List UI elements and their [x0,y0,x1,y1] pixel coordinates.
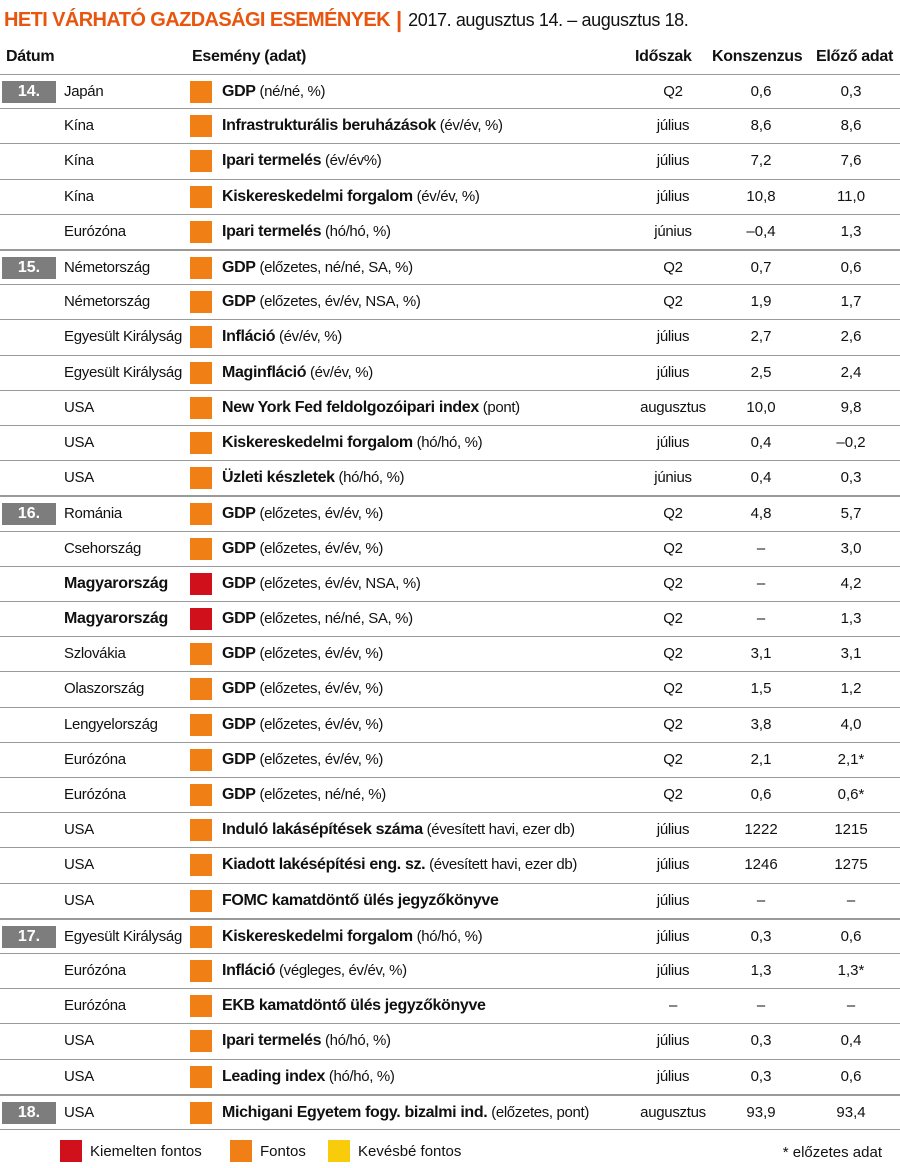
previous-value: 1215 [834,821,868,839]
event-detail: (előzetes, év/év, %) [255,539,384,557]
event-detail: (előzetes, pont) [487,1103,589,1121]
event-name: Maginfláció [222,363,307,381]
previous-value: 1,7 [840,293,862,311]
legend [0,1136,900,1168]
table-row [0,532,900,567]
consensus-value: 10,8 [746,187,776,205]
previous-value: 9,8 [840,398,862,416]
table-row [0,74,900,109]
event-text [222,251,413,285]
importance-square [190,1030,212,1052]
importance-square [190,926,212,948]
importance-square [190,503,212,525]
event-detail: (hó/hó, %) [412,927,483,945]
event-text [222,497,383,531]
event-name: Infrastrukturális beruházások [222,117,436,135]
importance-square [190,854,212,876]
page-subtitle: 2017. augusztus 14. – augusztus 18. [408,9,689,30]
period-value: Q2 [663,83,683,100]
period-value: július [656,152,690,170]
period-value: július [656,434,690,451]
importance-square [190,643,212,665]
previous-value: – [846,997,856,1015]
event-text [222,813,575,847]
importance-square [190,890,212,912]
event-text [222,532,383,566]
event-detail: (pont) [478,398,520,416]
previous-value: – [846,891,856,909]
event-name: GDP [222,715,256,733]
event-name: GDP [222,83,256,100]
table-row [0,180,900,215]
table-row [0,743,900,778]
table-row [0,144,900,179]
event-text [222,1024,391,1058]
event-name: Kiskereskedelmi forgalom [222,927,413,945]
previous-value: 11,0 [836,187,866,205]
table-row [0,919,900,954]
legend-item-important [230,1140,306,1162]
previous-value: 1,2 [840,680,862,698]
event-detail: (előzetes, év/év, %) [255,645,384,663]
consensus-value: 0,3 [750,1032,772,1050]
table-row [0,602,900,637]
country-name: Németország [64,259,150,276]
event-text [222,1060,395,1094]
previous-value: 1,3 [840,610,862,627]
event-detail: (előzetes, év/év, %) [255,680,384,698]
event-detail: (né/né, %) [255,83,326,100]
importance-square [190,221,212,243]
event-text [222,708,383,742]
table-row [0,356,900,391]
period-value: július [656,962,690,979]
importance-square [190,362,212,384]
country-name: USA [64,821,94,839]
event-detail: (előzetes, né/né, SA, %) [255,610,413,627]
table-row [0,1024,900,1059]
country-name: USA [64,1103,94,1121]
event-text [222,884,499,918]
event-name: Ipari termelés [222,1032,322,1050]
country-name: Egyesült Királyság [64,328,182,346]
table-row [0,1095,900,1130]
previous-value: 4,2 [840,574,862,592]
event-name: GDP [222,574,256,592]
importance-square [190,819,212,841]
country-name: Eurózóna [64,997,126,1015]
table-row [0,778,900,813]
period-value: július [656,1067,690,1085]
previous-value: 4,0 [840,715,862,733]
event-name: Leading index [222,1067,326,1085]
event-name: Kiskereskedelmi forgalom [222,187,413,205]
previous-value: 1275 [834,856,868,874]
event-text [222,954,407,988]
event-detail: (év/év%) [321,152,382,170]
event-text [222,180,480,214]
previous-value: –0,2 [836,434,866,451]
importance-square [190,432,212,454]
consensus-value: 4,8 [750,505,772,523]
consensus-value: 0,3 [750,1067,772,1085]
legend-label-very-important: Kiemelten fontos [90,1142,202,1160]
table-row [0,884,900,919]
event-detail: (előzetes, né/né, %) [255,786,386,803]
event-name: GDP [222,293,256,311]
period-value: július [656,821,690,839]
previous-value: 1,3* [837,962,865,979]
event-text [222,637,383,671]
event-detail: (év/év, %) [412,187,480,205]
table-row [0,109,900,144]
consensus-value: 1,9 [750,293,772,311]
table-row [0,496,900,531]
period-value: július [656,363,690,381]
event-name: Üzleti készletek [222,469,335,487]
country-name: USA [64,1067,94,1085]
country-name: Németország [64,293,150,311]
event-name: Induló lakásépítések száma [222,821,423,839]
footnote: * előzetes adat [782,1144,882,1161]
event-text [222,602,413,636]
previous-value: 3,1 [840,645,862,663]
importance-square [190,784,212,806]
importance-square [190,714,212,736]
importance-square [190,1102,212,1124]
event-name: Infláció [222,328,276,346]
country-name: Lengyelország [64,715,158,733]
event-name: GDP [222,259,256,276]
table-row [0,461,900,496]
date-badge: 18. [2,1102,56,1124]
table-row [0,567,900,602]
previous-value: 0,6 [840,259,862,276]
table-row [0,250,900,285]
country-name: USA [64,891,94,909]
event-text [222,356,373,390]
event-detail: (hó/hó, %) [321,222,391,240]
event-name: Kiadott lakésépítési eng. sz. [222,856,426,874]
event-text [222,285,420,319]
period-value: augusztus [640,398,706,416]
event-name: Ipari termelés [222,152,322,170]
table-row [0,813,900,848]
importance-square [190,186,212,208]
period-value: július [656,187,690,205]
event-name: GDP [222,750,256,768]
consensus-value: 2,7 [750,328,772,346]
event-detail: (év/év, %) [306,363,373,381]
event-name: GDP [222,505,256,523]
country-name: Románia [64,505,122,523]
consensus-value: 10,0 [746,398,776,416]
table-row [0,989,900,1024]
event-name: New York Fed feldolgozóipari index [222,398,479,416]
country-name: Eurózóna [64,222,126,240]
event-name: Infláció [222,962,276,979]
importance-square [190,749,212,771]
event-detail: (évesített havi, ezer db) [425,856,578,874]
table-row [0,215,900,250]
consensus-value: 7,2 [750,152,772,170]
period-value: Q2 [663,574,683,592]
country-name: USA [64,1032,94,1050]
event-text [222,567,420,601]
period-value: július [656,927,690,945]
table-row [0,285,900,320]
period-value: – [668,997,678,1015]
event-detail: (előzetes, év/év, %) [255,505,384,523]
event-name: GDP [222,610,256,627]
event-detail: (hó/hó, %) [412,434,483,451]
consensus-value: – [756,574,766,592]
event-text [222,109,503,143]
consensus-value: 0,4 [750,434,772,451]
country-name: Kína [64,117,94,135]
period-value: július [656,1032,690,1050]
event-text [222,75,325,109]
table-row [0,672,900,707]
previous-value: 3,0 [840,539,862,557]
consensus-value: 93,9 [746,1103,776,1121]
period-value: július [656,328,690,346]
table-row [0,426,900,461]
consensus-value: – [756,610,766,627]
consensus-value: 0,3 [750,927,772,945]
consensus-value: 1222 [744,821,778,839]
importance-square [190,960,212,982]
legend-item-very-important [60,1140,202,1162]
event-text [222,215,391,249]
consensus-value: 8,6 [750,117,772,135]
event-detail: (előzetes, év/év, %) [255,715,384,733]
importance-square [190,150,212,172]
previous-value: 0,6 [840,927,862,945]
event-name: GDP [222,786,256,803]
importance-square [190,1066,212,1088]
event-name: Kiskereskedelmi forgalom [222,434,413,451]
country-name: Olaszország [64,680,145,698]
consensus-value: 1246 [744,856,778,874]
importance-square [190,291,212,313]
event-name: Ipari termelés [222,222,322,240]
event-text [222,920,482,954]
column-header-period: Időszak [635,48,692,65]
table-row [0,708,900,743]
importance-square [190,995,212,1017]
date-badge: 14. [2,81,56,103]
legend-swatch-very-important [60,1140,82,1162]
period-value: Q2 [663,750,683,768]
column-header-event: Esemény (adat) [192,48,307,65]
table-row [0,954,900,989]
date-badge: 17. [2,926,56,948]
date-badge: 15. [2,257,56,279]
consensus-value: – [756,891,766,909]
event-text [222,743,383,777]
event-text [222,1096,589,1130]
event-detail: (hó/hó, %) [334,469,405,487]
column-header-date: Dátum [6,48,55,65]
period-value: Q2 [663,610,683,627]
period-value: Q2 [663,259,683,276]
event-detail: (hó/hó, %) [321,1032,391,1050]
event-text [222,848,577,882]
column-header-consensus: Konszenzus [712,48,803,65]
consensus-value: 0,6 [750,83,772,100]
consensus-value: – [756,997,766,1015]
table-row [0,637,900,672]
event-text [222,461,404,495]
previous-value: 0,3 [840,469,862,487]
event-text [222,778,386,812]
period-value: június [654,222,692,240]
legend-item-less-important [328,1140,461,1162]
event-name: GDP [222,680,256,698]
table-row [0,848,900,883]
period-value: Q2 [663,505,683,523]
country-name: Egyesült Királyság [64,927,182,945]
importance-square [190,678,212,700]
consensus-value: 0,7 [750,259,772,276]
event-detail: (előzetes, év/év, %) [255,750,384,768]
event-detail: (évesített havi, ezer db) [422,821,575,839]
consensus-value: – [756,539,766,557]
event-detail: (év/év, %) [435,117,503,135]
importance-square [190,115,212,137]
table-header [0,40,900,74]
event-detail: (hó/hó, %) [325,1067,395,1085]
consensus-value: –0,4 [746,222,776,240]
consensus-value: 0,6 [750,786,772,803]
importance-square [190,467,212,489]
consensus-value: 3,8 [750,715,772,733]
event-name: GDP [222,645,256,663]
event-detail: (év/év, %) [275,328,342,346]
table-row [0,391,900,426]
event-detail: (előzetes, né/né, SA, %) [255,259,413,276]
previous-value: 0,4 [840,1032,862,1050]
page-title: HETI VÁRHATÓ GAZDASÁGI ESEMÉNYEK [4,8,391,31]
period-value: június [654,469,692,487]
importance-square [190,326,212,348]
importance-square [190,81,212,103]
country-name: Szlovákia [64,645,126,663]
event-name: GDP [222,539,256,557]
importance-square [190,573,212,595]
country-name: Egyesült Királyság [64,363,182,381]
country-name: Kína [64,152,94,170]
period-value: Q2 [663,786,683,803]
consensus-value: 2,5 [750,363,772,381]
event-name: FOMC kamatdöntő ülés jegyzőkönyve [222,891,499,909]
previous-value: 0,6* [837,786,865,803]
consensus-value: 3,1 [750,645,772,663]
country-name: Eurózóna [64,962,126,979]
consensus-value: 0,4 [750,469,772,487]
country-name: USA [64,856,94,874]
event-text [222,426,482,460]
title-bar [0,0,900,40]
period-value: augusztus [640,1103,706,1121]
legend-swatch-important [230,1140,252,1162]
previous-value: 0,6 [840,1067,862,1085]
consensus-value: 1,5 [750,680,772,698]
period-value: július [656,117,690,135]
column-header-previous: Előző adat [816,48,894,65]
previous-value: 0,3 [840,83,862,100]
period-value: július [656,856,690,874]
event-name: EKB kamatdöntő ülés jegyzőkönyve [222,997,486,1015]
event-text [222,989,486,1023]
date-badge: 16. [2,503,56,525]
country-name: USA [64,469,94,487]
table-row [0,1060,900,1095]
period-value: Q2 [663,715,683,733]
country-name: Magyarország [64,574,168,592]
importance-square [190,397,212,419]
previous-value: 7,6 [840,152,862,170]
country-name: USA [64,398,94,416]
importance-square [190,608,212,630]
period-value: július [656,891,690,909]
country-name: Eurózóna [64,750,126,768]
country-name: Csehország [64,539,142,557]
legend-swatch-less-important [328,1140,350,1162]
event-text [222,672,383,706]
period-value: Q2 [663,539,683,557]
consensus-value: 1,3 [750,962,772,979]
importance-square [190,538,212,560]
event-text [222,391,520,425]
country-name: Kína [64,187,94,205]
country-name: Eurózóna [64,786,126,803]
period-value: Q2 [663,645,683,663]
legend-label-less-important: Kevésbé fontos [358,1142,462,1160]
event-detail: (előzetes, év/év, NSA, %) [255,293,421,311]
title-separator: | [396,7,403,32]
previous-value: 2,6 [840,328,862,346]
country-name: Magyarország [64,610,168,627]
event-detail: (előzetes, év/év, NSA, %) [255,574,421,592]
importance-square [190,257,212,279]
previous-value: 1,3 [840,222,862,240]
period-value: Q2 [663,293,683,311]
previous-value: 5,7 [840,505,862,523]
event-detail: (végleges, év/év, %) [275,962,407,979]
event-name: Michigani Egyetem fogy. bizalmi ind. [222,1103,488,1121]
previous-value: 8,6 [840,117,862,135]
consensus-value: 2,1 [750,750,772,768]
previous-value: 93,4 [836,1103,866,1121]
legend-label-important: Fontos [260,1142,306,1160]
country-name: Japán [64,83,104,100]
event-text [222,144,381,178]
country-name: USA [64,434,94,451]
table-row [0,320,900,355]
event-text [222,320,342,354]
period-value: Q2 [663,680,683,698]
previous-value: 2,4 [840,363,862,381]
previous-value: 2,1* [837,750,865,768]
